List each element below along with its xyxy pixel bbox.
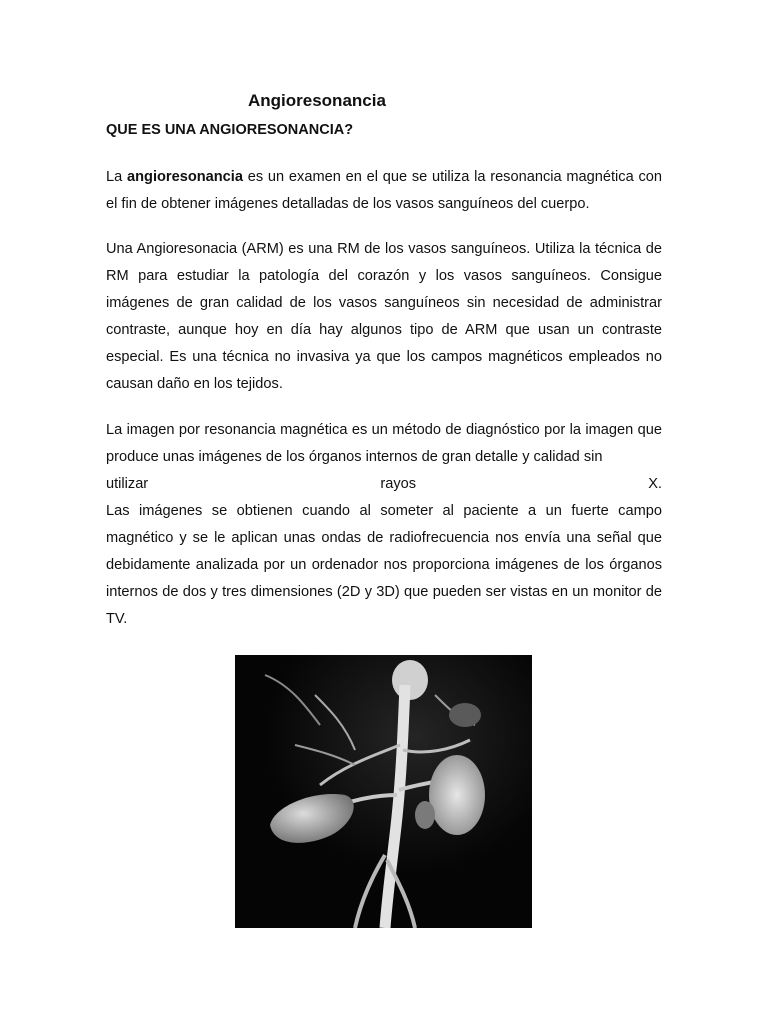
paragraph-3-continuation <box>106 471 662 633</box>
paragraph-1-prefix: La <box>106 169 127 185</box>
paragraph-3-line-3: Las imágenes se obtienen cuando al someter al paciente a un fuerte campo magnético y se le aplican unas ondas de radiofrecuencia nos envía una señal que debidamente analizada por un ordenador nos proporciona imágenes de los órganos internos de dos y tres dimensiones (2D y 3D) que pueden ser vistas en un monitor de TV. <box>106 503 662 627</box>
kidney-organ <box>429 755 485 835</box>
section-heading: QUE ES UNA ANGIORESONANCIA? <box>106 122 354 138</box>
paragraph-1-bold-term: angioresonancia <box>127 169 243 185</box>
word-utilizar: utilizar <box>106 476 149 492</box>
word-rayos: rayos <box>380 476 417 492</box>
angiography-image <box>235 655 532 928</box>
paragraph-1-rest: es un examen en el que se utiliza la resonancia magnética con el fin de obtener imágenes detalladas de los vasos sanguíneos del cuerpo. <box>106 169 662 212</box>
paragraph-2: Una Angioresonacia (ARM) es una RM de los vasos sanguíneos. Utiliza la técnica de RM para estudiar la patología del corazón y los vasos sanguíneos. Consigue imágenes de gran calidad de los vasos sanguíneos sin necesidad de administrar contraste, aunque hoy en día hay algunos tipo de ARM que usan un contraste especial. Es una técnica no invasiva ya que los campos magnéticos empleados no causan daño en los tejidos. <box>106 241 662 392</box>
tissue-blob <box>449 703 481 727</box>
paragraph-3-line-1: La imagen por resonancia magnética es un método de diagnóstico por la imagen que produce unas imágenes de los órganos internos de gran detalle y calidad sin <box>106 422 662 465</box>
document-title: Angioresonancia <box>248 91 386 110</box>
angiography-illustration <box>235 655 532 928</box>
word-x: X. <box>648 476 662 492</box>
justified-line <box>106 471 662 498</box>
kidney-organ-small <box>415 801 435 829</box>
paragraph-1 <box>106 164 662 218</box>
